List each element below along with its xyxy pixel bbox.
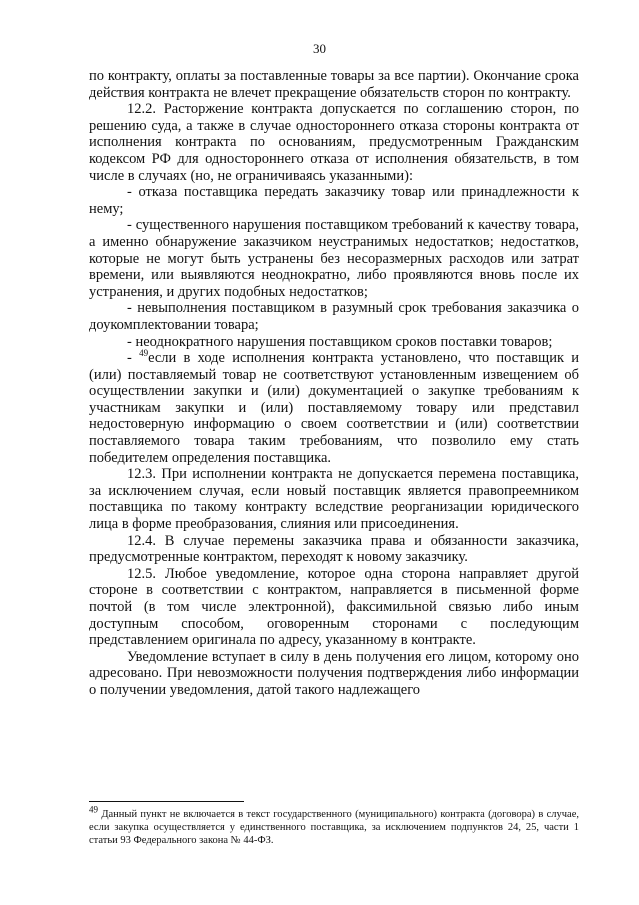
footnote-number: 49 [89,804,98,815]
body-text [89,68,579,699]
footnote [89,804,579,847]
list-item-completion-failure: - невыполнения поставщиком в разумный срок требования заказчика о доукомплектовании товара; [89,300,579,333]
list-item-quality-violation: - существенного нарушения поставщиком требований к качеству товара, а именно обнаружение заказчиком неустранимых недостатков; недостатков, которые не могут быть устранены без несоразмерных расходов или затрат времени, или выявляются неоднократно, либо проявляются вновь после их устранения, и других подобных недостатков; [89,217,579,300]
list-item-refusal-to-transfer: - отказа поставщика передать заказчику товар или принадлежности к нему; [89,184,579,217]
paragraph-notice-effect: Уведомление вступает в силу в день получения его лицом, которому оно адресовано. При невозможности получения подтверждения либо информации о получении уведомления, датой такого надлежащего [89,648,579,698]
paragraph-12-3: 12.3. При исполнении контракта не допускается перемена поставщика, за исключением случая, если новый поставщик является правопреемником поставщика по такому контракту вследствие реорганизации юридического лица в форме преобразования, слияния или присоединения. [89,466,579,533]
footnote-text: Данный пункт не включается в текст государственного (муниципального) контракта (договора) в случае, если закупка осуществляется у единственного поставщика, за исключением подпунктов 24, 25, части 1 статьи 93 Федерального закона № 44-ФЗ. [89,809,579,846]
paragraph-12-2: 12.2. Расторжение контракта допускается по соглашению сторон, по решению суда, а также в случае одностороннего отказа стороны контракта от исполнения контракта по основаниям, предусмотренным Гражданским кодексом РФ для одностороннего отказа от исполнения обязательств, в том числе в случаях (но, не ограничиваясь указанными): [89,101,579,184]
paragraph-12-5: 12.5. Любое уведомление, которое одна сторона направляет другой стороне в соответствии с контрактом, направляется в письменной форме почтой (в том числе электронной), факсимильной связью либо иным доступным способом, оговоренным сторонами с последующим представлением оригинала по адресу, указанному в контракте. [89,565,579,649]
paragraph-continuation: по контракту, оплаты за поставленные товары за все партии). Окончание срока действия контракта не влечет прекращение обязательств сторон по контракту. [89,68,579,101]
paragraph-12-4: 12.4. В случае перемены заказчика права и обязанности заказчика, предусмотренные контрактом, переходят к новому заказчику. [89,532,579,566]
list-item-nonconformity-text: если в ходе исполнения контракта установлено, что поставщик и (или) поставляемый товар не соответствуют установленным извещением об осуществлении закупки и (или) документацией о закупке требованиям к участникам закупки и (или) поставляемому товару или представил недостоверную информацию о своем соответствии и (или) соответствии поставляемого товара таким требованиям, что позволило ему стать победителем определения поставщика. [89,350,579,466]
footnote-reference[interactable]: 49 [139,348,149,359]
list-dash: - [127,350,140,367]
footnote-divider [89,801,244,802]
list-item-nonconformity [89,350,579,466]
page-number: 30 [313,41,326,56]
list-item-delivery-delays: - неоднократного нарушения поставщиком сроков поставки товаров; [127,333,553,350]
